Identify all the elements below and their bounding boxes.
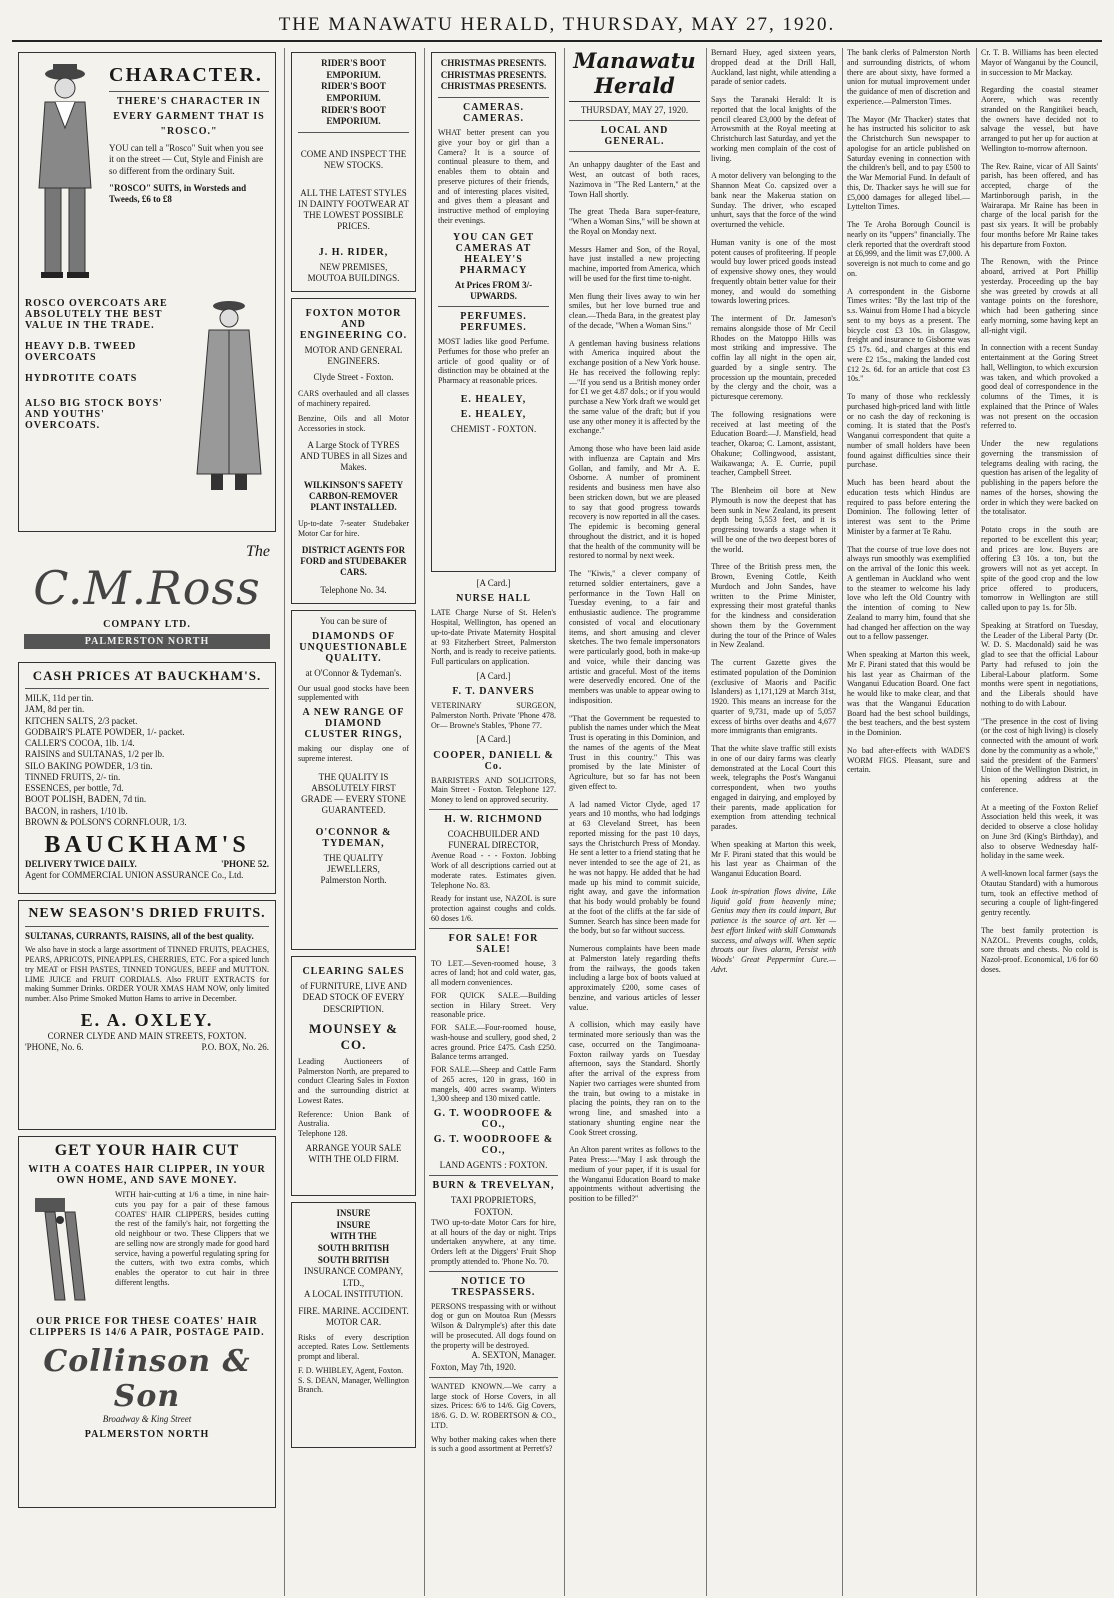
trespass-body: PERSONS trespassing with or without dog or gun on Moutoa Run (Messrs Wilson & Dalrymple's) after this date will be prosecuted. All dogs found on the property will be destroyed. bbox=[431, 1301, 556, 1350]
trespass-date: Foxton, May 7th, 1920. bbox=[431, 1361, 517, 1372]
richmond-ad bbox=[431, 814, 556, 924]
mounsey-body: of FURNITURE, LIVE AND DEAD STOCK OF EVERY DESCRIPTION. bbox=[300, 981, 407, 1014]
foxtonmotor-benzine: Benzine, Oils and all Motor Accessories in stock. bbox=[298, 414, 409, 433]
insurance-line: INSURANCE COMPANY, LTD., bbox=[303, 1266, 404, 1288]
rosco-suits: "ROSCO" SUITS, in Worsteds and Tweeds, £6 to £8 bbox=[109, 182, 247, 204]
rider-buildings: MOUTOA BUILDINGS. bbox=[307, 272, 400, 283]
richmond-title: H. W. RICHMOND bbox=[444, 813, 543, 825]
bauckham-phone: 'PHONE 52. bbox=[220, 859, 269, 869]
bauckham-ad bbox=[18, 662, 276, 894]
presents-line: CHRISTMAS PRESENTS. bbox=[440, 81, 547, 92]
news-paragraph: Bernard Huey, aged sixteen years, dropped dead at the Drill Hall, Auckland, last night, while attending a parade of senior cadets. bbox=[711, 48, 836, 87]
wanted-known: WANTED KNOWN.—We carry a large stock of Horse Covers, in all sizes. Prices: 6/6 to 14/6. Gig Covers, 18/6. G. D. W. ROBERTSON & CO., LTD. bbox=[431, 1381, 556, 1430]
card-label: [A Card.] bbox=[476, 578, 511, 588]
cameras-prices: At Prices FROM 3/- UPWARDS. bbox=[454, 279, 533, 301]
mcross-the: The bbox=[246, 543, 270, 560]
mounsey-firm: ARRANGE YOUR SALE WITH THE OLD FIRM. bbox=[305, 1142, 402, 1164]
news-paragraph: That the course of true love does not always run smoothly was exemplified on the arrival of the Ionic this week. A gentleman in Auckland who went to the steamer to welcome his lady love who left the Old Country with the intention of coming to New Zealand to marry him, found that she had changed her affection on the way out to a fellow passenger. bbox=[847, 544, 970, 642]
burn-sub: TAXI PROPRIETORS, FOXTON. bbox=[450, 1195, 537, 1217]
card-label: [A Card.] bbox=[476, 734, 511, 745]
burn-trevelyan-ad bbox=[431, 1180, 556, 1266]
foxtonmotor-cars: CARS overhauled and all classes of machinery repaired. bbox=[298, 388, 409, 408]
news-paragraph: The current Gazette gives the estimated population of the Dominion (exclusive of Maoris and Pacific Islanders) as 1,171,129 at March 31st, 1920. This means an increase for the quarter of 9,731, made up of 5,057 excess of births over deaths and 4,677 more immigrants than emigrants. bbox=[711, 658, 836, 736]
news-paragraph: The bank clerks of Palmerston North and surrounding districts, of whom there are about sixty, have formed a union for mutual improvement under the guidance of men of discretion and experience.—Palmerston Times. bbox=[847, 48, 970, 106]
column-7 bbox=[976, 48, 1102, 1596]
forsale-agent: G. T. WOODROOFE & CO., bbox=[433, 1108, 554, 1130]
richmond-body: Avenue Road - - - Foxton. Jobbing Work of all descriptions carried out at moderate rates. Estimates given. Telephone No. 83. bbox=[431, 851, 556, 890]
news-paragraph: That the white slave traffic still exists in one of our dairy farms was clearly demonstrated at the Local Court this week, telegraphs the Post's Wanganui correspondent, when two youths engaged in dairying, and employed by their parents, made application for exemption from attending technical parades. bbox=[711, 744, 836, 831]
healey-pharmacy-ad bbox=[431, 52, 556, 572]
cameras-get: YOU CAN GET CAMERAS AT HEALEY'S PHARMACY bbox=[452, 231, 534, 276]
page-masthead: THE MANAWATU HERALD, THURSDAY, MAY 27, 1920. bbox=[12, 14, 1102, 42]
news-paragraph: When speaking at Marton this week, Mr F. Pirani stated that this would be his last year as Chairman of the Wanganui Education Board. bbox=[711, 839, 836, 878]
rider-premises: NEW PREMISES, bbox=[319, 261, 388, 272]
oxley-ad bbox=[18, 900, 276, 1130]
bauckham-name: BAUCKHAM'S bbox=[44, 832, 250, 858]
collinson-ad bbox=[18, 1136, 276, 1508]
news-paragraph: Numerous complaints have been made at Palmerston lately regarding thefts from the railways, the goods taken including a large box of boots valued at approximately £200, some cases of benzine, and various articles of lesser value. bbox=[569, 944, 700, 1012]
rosco-ad bbox=[18, 52, 276, 532]
bauckham-item: MILK, 11d per tin. bbox=[25, 693, 94, 703]
news-paragraph: The Rev. Raine, vicar of All Saints' parish, has been offered, and has accepted, charge of the Martinborough parish, in the Wairarapa. Mr Raine has been in charge of the local parish for the past six years. It will be probably four months before Mr Raine takes his departure from Foxton. bbox=[981, 161, 1098, 249]
bauckham-item: BACON, in rashers, 1/10 lb. bbox=[25, 805, 128, 816]
bauckham-delivery: DELIVERY TWICE DAILY. bbox=[25, 859, 137, 869]
mounsey-phone: Telephone 128. bbox=[298, 1129, 348, 1138]
news-paragraph: Much has been heard about the education tests which Hindus are required to pass before entering the Dominion. The following letter of interest was sent to the Prime Minister by a farmer at Te Rahu. bbox=[847, 478, 970, 536]
column-4 bbox=[564, 48, 704, 1596]
bauckham-item: JAM, 8d per tin. bbox=[25, 704, 85, 715]
collinson-logo: Collinson & Son bbox=[43, 1344, 251, 1414]
man-in-overcoat-illustration bbox=[189, 294, 269, 494]
news-paragraph: An Alton parent writes as follows to the Patea Press:—"May I ask through the medium of your paper, if it is usual for the Wanganui Education Board to make appointments without advertising the position to be filled?" bbox=[569, 1145, 700, 1203]
news-paragraph: A motor delivery van belonging to the Shannon Meat Co. capsized over a bank near the Makerua station on Sunday. The driver, who escaped unhurt, says that the force of the wind overturned the vehicle. bbox=[711, 171, 836, 229]
news-paragraph: Among those who have been laid aside with influenza are Captain and Mrs Gollan, and family, and Mr A. E. Osborne. A number of prominent residents and business men have also been stricken down, but we are pleased to say that good progress towards recovery is now reported in all the cases. The epidemic is becoming general throughout the district, and it is hoped that the health of the community will be restored to normal by next week. bbox=[569, 444, 700, 561]
bauckham-item: TINNED FRUITS, 2/- tin. bbox=[25, 771, 121, 782]
card-body: VETERINARY SURGEON, Palmerston North. Private 'Phone 478. Or— Browne's Stables, 'Phone 77. bbox=[431, 701, 556, 730]
presents-line: CHRISTMAS PRESENTS. bbox=[440, 69, 547, 80]
news-paragraph: The Renown, with the Prince aboard, arrived at Port Phillip yesterday. Proceeding up the bay she was greeted by crowds at all vantage points on the foreshore, which had been gathering since early morning, some having kept an all-night vigil. bbox=[981, 257, 1098, 335]
card-danvers bbox=[431, 671, 556, 731]
bauckham-item: BROWN & POLSON'S CORNFLOUR, 1/3. bbox=[25, 816, 187, 827]
oconnor-tydeman-ad bbox=[291, 610, 416, 950]
south-british-ad bbox=[291, 1202, 416, 1448]
section-heading: LOCAL AND GENERAL. bbox=[600, 125, 669, 148]
mounsey-ad bbox=[291, 956, 416, 1196]
bauckham-item: KITCHEN SALTS, 2/3 packet. bbox=[25, 715, 138, 726]
news-paragraph: At a meeting of the Foxton Relief Association held this week, it was decided to observe a close holiday on June 3rd (King's Birthday), and also to observe Wednesday half-holiday in the same week. bbox=[981, 802, 1098, 861]
perfumes-title: PERFUMES. PERFUMES. bbox=[460, 311, 527, 334]
otydeman-body1: Our usual good stocks have been supplemented with bbox=[298, 683, 409, 703]
rosco-line-1: THERE'S CHARACTER IN bbox=[117, 96, 261, 107]
news-paragraph: "The presence in the cost of living (or the cost of high living) is closely connected with the amount of work done by the community as a whole," said the president of the Farmers' Union of the Wellington District, in his opening address at the conference. bbox=[981, 716, 1098, 794]
collinson-title: GET YOUR HAIR CUT bbox=[54, 1142, 240, 1159]
oxley-title: NEW SEASON'S DRIED FRUITS. bbox=[28, 906, 266, 921]
cameras-title: CAMERAS. CAMERAS. bbox=[462, 102, 525, 125]
rosco-body: YOU can tell a "Rosco" Suit when you see it on the street — Cut, Style and Finish are so different from the ordinary Suit. bbox=[109, 143, 264, 176]
foxton-motor-ad bbox=[291, 298, 416, 604]
insurance-manager: S. S. DEAN, Manager, Wellington Branch. bbox=[298, 1375, 409, 1395]
woodroofe-for-sale-ad bbox=[431, 933, 556, 1172]
card-nurse-hall bbox=[431, 578, 556, 667]
rosco-line-3: "ROSCO." bbox=[160, 126, 218, 137]
bauckham-agent: Agent for COMMERCIAL UNION ASSURANCE Co., Ltd. bbox=[25, 870, 244, 881]
hair-clipper-illustration bbox=[25, 1190, 109, 1310]
otydeman-at: at O'Connor & Tydeman's. bbox=[305, 668, 402, 679]
rider-inspect: COME AND INSPECT THE NEW STOCKS. bbox=[300, 149, 407, 171]
healey-chemist: CHEMIST - FOXTON. bbox=[450, 423, 537, 434]
news-paragraph: Men flung their lives away to win her smiles, but her love burned true and clean.—Theda Bara, in the greatest play of the decade, "When a Woman Sins." bbox=[569, 291, 700, 330]
oxley-fruits: SULTANAS, CURRANTS, RAISINS, all of the best quality. bbox=[25, 931, 254, 941]
foxtonmotor-sub: MOTOR AND GENERAL ENGINEERS. bbox=[304, 345, 403, 367]
card-title: COOPER, DANIELL & Co. bbox=[433, 749, 554, 772]
news-paragraph: Under the new regulations governing the transmission of telegrams dealing with racing, the question has arisen of the legality of publishing in the papers before the names of the horses, showing the order in which they were backed on the totalisator. bbox=[981, 439, 1098, 517]
news-paragraph: The "Kiwis," a clever company of returned soldier entertainers, gave a performance in the Town Hall on Tuesday evening, to a fair and enthusiastic audience. The programme consisted of vocal and elocutionary items, and short amusing and clever sketches. The two female impersonators were particularly good, both in make-up and voice, while their dancing was artistic and graceful. Most of the items were deservedly encored. One of the members was unable to appear owing to indisposition. bbox=[569, 569, 700, 705]
news-paragraph: Speaking at Stratford on Tuesday, the Leader of the Liberal Party (Dr. W. D. S. Macdonald) said he was glad to see that the official Labour Party had refused to join the Liberal-Labour platform. Some months were spent in negotiations, and the Liberals should have nothing to do with Labour. bbox=[981, 620, 1098, 708]
burn-title: BURN & TREVELYAN, bbox=[432, 1180, 555, 1192]
mounsey-desc: Leading Auctioneers of Palmerston North, are prepared to conduct Clearing Sales in Foxton and the surrounding district at Lowest Rates. bbox=[298, 1056, 409, 1105]
forsale-item: TO LET.—Seven-roomed house, 3 acres of land; hot and cold water, gas, all modern conveniences. bbox=[431, 958, 556, 987]
rosco-hydrotite: HYDROTITE COATS bbox=[25, 373, 138, 384]
otydeman-name: O'CONNOR & TYDEMAN, bbox=[315, 826, 392, 849]
foxtonmotor-tyres: A Large Stock of TYRES AND TUBES in all Sizes and Makes. bbox=[299, 439, 408, 473]
news-paragraph: A lad named Victor Clyde, aged 17 years and 10 months, who had lodgings at 63 Cleveland Street, has been reported missing for the past 10 days, says the Christchurch Press of Monday. He sent a letter to a friend stating that he never intended to see the age of 21, as he was not happy. He added that he had made up his mind to commit suicide, right away, and gave the information that his body would probably be found at the foot of the cliffs at the far side of Sumner. Search has since been made for the body, but so far without success. bbox=[569, 799, 700, 936]
oxley-name: E. A. OXLEY. bbox=[80, 1009, 214, 1030]
foxtonmotor-agents: DISTRICT AGENTS FOR FORD and STUDEBAKER CARS. bbox=[300, 544, 407, 578]
insurance-line: SOUTH BRITISH bbox=[317, 1243, 390, 1254]
news-paragraph: Regarding the coastal steamer Aorere, which was recently stranded on the Rangitikei beach, the owners have decided not to salvage the vessel, but have arranged to put her up for auction at Wellington to-morrow afternoon. bbox=[981, 85, 1098, 153]
richmond-sub: COACHBUILDER AND FUNERAL DIRECTOR, bbox=[447, 828, 540, 850]
mounsey-ref: Reference: Union Bank of Australia. bbox=[298, 1109, 409, 1129]
forsale-agent-2: G. T. WOODROOFE & CO., bbox=[433, 1134, 554, 1156]
rider-ad bbox=[291, 52, 416, 292]
trespass-notice bbox=[431, 1276, 556, 1373]
insurance-line: INSURE bbox=[336, 1208, 371, 1218]
news-paragraph: The Blenheim oil bore at New Plymouth is now the deepest that has been sunk in New Zealand, its present depth being 5,553 feet, and it is progressing towards a stage when it will be one of the two deepest bores of the world. bbox=[711, 486, 836, 554]
otydeman-diamonds: DIAMONDS OF UNQUESTIONABLE QUALITY. bbox=[299, 631, 408, 665]
rider-styles: ALL THE LATEST STYLES IN DAINTY FOOTWEAR AT THE LOWEST POSSIBLE PRICES. bbox=[298, 187, 409, 232]
otydeman-quality: THE QUALITY IS ABSOLUTELY FIRST GRADE — EVERY STONE GUARANTEED. bbox=[301, 771, 406, 816]
collinson-price: OUR PRICE FOR THESE COATES' HAIR CLIPPERS IS 14/6 A PAIR, POSTAGE PAID. bbox=[29, 1316, 265, 1338]
insurance-agent: F. D. WHIBLEY, Agent, Foxton. bbox=[298, 1365, 404, 1375]
rosco-stock: ALSO BIG STOCK BOYS' AND YOUTHS' OVERCOATS. bbox=[25, 398, 163, 431]
newspaper-date: THURSDAY, MAY 27, 1920. bbox=[580, 105, 689, 115]
healey-name-2: E. HEALEY, bbox=[460, 408, 527, 420]
foxtonmotor-studebaker: Up-to-date 7-seater Studebaker Motor Car for hire. bbox=[298, 519, 409, 538]
oxley-phone: 'PHONE, No. 6. bbox=[25, 1042, 84, 1052]
collinson-sub: WITH A COATES HAIR CLIPPER, IN YOUR OWN HOME, AND SAVE MONEY. bbox=[28, 1164, 266, 1186]
richmond-nazol: Ready for instant use, NAZOL is sure protection against coughs and colds. 60 doses 1/6. bbox=[431, 894, 556, 923]
insurance-body: Risks of every description accepted. Rates Low. Settlements prompt and liberal. bbox=[298, 1332, 409, 1362]
cameras-body: WHAT better present can you give your boy or girl than a Camera? It is a source of continual pleasure to them, and enables them to obtain and preserve pictures of their friends, and of interesting places visited, and gives them a pleasant and instructive method of employing their evenings. bbox=[438, 128, 549, 225]
column-1 bbox=[12, 48, 282, 1596]
column-5 bbox=[706, 48, 840, 1596]
mounsey-name: MOUNSEY & CO. bbox=[308, 1020, 399, 1052]
insurance-line: SOUTH BRITISH bbox=[317, 1254, 390, 1265]
bauckham-item: ESSENCES, per bottle, 7d. bbox=[25, 783, 124, 793]
man-in-suit-illustration bbox=[25, 58, 103, 288]
foxtonmotor-street: Clyde Street - Foxton. bbox=[313, 371, 394, 382]
news-paragraph: The following resignations were received at last meeting of the Education Board:—J. Mansfield, head teacher, Okaroa; C. Lamont, assistant, Ohakune; Collingwood, assistant, Waikawanga; A. E. Currie, pupil teacher, Campbell Street. bbox=[711, 409, 836, 478]
news-paragraph: A gentleman having business relations with America inquired about the exchange position of a New York house. He has received the following reply:—"If you send us a British money order for £1 we get 4.87 dols.; or if you would purchase a New York draft we would get the same value of the draft; but if you use any other money it is affected by the exchange." bbox=[569, 338, 700, 436]
card-title: NURSE HALL bbox=[456, 593, 531, 605]
news-paragraph: To many of those who recklessly purchased high-priced land with little or no cash the day of reckoning is coming. It is stated that the Post's Wanganui correspondent that quite a number of small holders have been found against difficulties since their purchase. bbox=[847, 392, 970, 470]
news-paragraph: A collision, which may easily have terminated more seriously than was the case, occurred on the Tangimoana-Foxton railway yards on Tuesday afternoon, says the Standard. Shortly after the arrival of the express from Napier two carriages were shunted from the train, but owing to a mistake in placing the points, they ran on to the wrong line, and smashed into a stationary shunting engine near the Cook Street crossing. bbox=[569, 1020, 700, 1137]
card-cooper-daniell bbox=[431, 734, 556, 805]
foxtonmotor-wilkinson: WILKINSON'S SAFETY CARBON-REMOVER PLANT INSTALLED. bbox=[303, 479, 404, 512]
bauckham-item: CALLER'S COCOA, 1lb. 1/4. bbox=[25, 738, 135, 748]
news-paragraph: The interment of Dr. Jameson's remains alongside those of Mr Cecil Rhodes on the Matoppo Hills was most striking and impressive. The coffin lay all night in the open air, guarded by a single sentry. The procession up the mountain, preceded by the clergy and the choir, was a picturesque ceremony. bbox=[711, 314, 836, 401]
otydeman-sub: THE QUALITY JEWELLERS, bbox=[323, 852, 384, 874]
trespass-sign: A. SEXTON, Manager. bbox=[471, 1350, 556, 1361]
page-columns bbox=[12, 48, 1102, 1596]
news-paragraph: No bad after-effects with WADE'S WORM FIGS. Pleasant, sure and certain. bbox=[847, 745, 970, 775]
wanted-nazol: Why bother making cakes when there is such a good assortment at Perrett's? bbox=[431, 1434, 556, 1454]
collinson-address: Broadway & King Street bbox=[102, 1414, 192, 1424]
collinson-body: WITH hair-cutting at 1/6 a time, in nine hair-cuts you pay for a pair of these famous COATES' HAIR CLIPPERS, besides cutting the rest of the family's hair, not forgetting the old neighbour or two. These Clippers that we are selling now are strongly made for good hard service, having a powerful regulating spring for the cutters, with two extra combs, which enables the operator to cut hair in three different lengths. bbox=[115, 1190, 269, 1287]
news-paragraph: The best family protection is NAZOL. Prevents coughs, colds, sore throats and chests. No cold is Nazol-proof. Economical, 1/6 for 60 doses. bbox=[981, 925, 1098, 974]
bauckham-title: CASH PRICES AT BAUCKHAM'S. bbox=[32, 668, 262, 683]
foxtonmotor-title: FOXTON MOTOR AND ENGINEERING CO. bbox=[299, 308, 408, 341]
news-paragraph: Messrs Hamer and Son, of the Royal, have just installed a new projecting machine, imported from America, which will be used for the first time to-night. bbox=[569, 244, 700, 283]
newspaper-title: Manawatu Herald bbox=[569, 48, 700, 102]
oxley-body: We also have in stock a large assortment of TINNED FRUITS, PEACHES, PEARS, APRICOTS, PINEAPPLES, CHERRIES, ETC. For a spiced lunch try MEAT or FISH PASTES, TINNED TONGUES, BEEF and MUTTON. LIME JUICE and FRUIT CORDIALS. Also FRUIT EXTRACTS for making Summer Drinks. ORDER YOUR XMAS HAM NOW, only limited number. Also Prime Smoked Mutton Hams to arrive in December. bbox=[25, 945, 269, 1003]
news-paragraph: Potato crops in the south are reported to be excellent this year; and prices are low. Buyers are offering £3 10s. a ton, but the growers will not as yet accept. In spite of the good crop and the low price offered to producers, tomorrow in Wellington are still called upon to pay 1s. for 5lb. bbox=[981, 525, 1098, 612]
forsale-head: FOR SALE! FOR SALE! bbox=[448, 932, 539, 955]
rider-line: RIDER'S BOOT EMPORIUM. bbox=[321, 58, 386, 80]
rider-name: J. H. RIDER, bbox=[318, 246, 389, 258]
insurance-classes: FIRE. MARINE. ACCIDENT. MOTOR CAR. bbox=[298, 1306, 409, 1328]
bauckham-item: RAISINS and SULTANAS, 1/2 per lb. bbox=[25, 749, 165, 760]
insurance-line: WITH THE bbox=[330, 1231, 377, 1242]
news-paragraph: A well-known local farmer (says the Otautau Standard) with a humorous turn, took an effective method of securing a couple of light-fingered gentry recently. bbox=[981, 869, 1098, 917]
news-paragraph: Human vanity is one of the most potent causes of profiteering. If people would buy lower priced goods instead of expensive showy ones, they would frequently obtain better value for their money, and would do something towards lowering prices. bbox=[711, 237, 836, 306]
forsale-item: FOR QUICK SALE.—Building section in Hilary Street. Very reasonable price. bbox=[431, 990, 556, 1020]
news-paragraph: "That the Government be requested to publish the names under which the Meat Trust is operating in this Dominion, and the names of the agents of the Meat Trust in this country." This was promised by the late Minister of Agriculture, but so far has not been given effect to. bbox=[569, 713, 700, 791]
rosco-line-2: EVERY GARMENT THAT IS bbox=[113, 111, 265, 122]
rosco-title: CHARACTER. bbox=[109, 64, 263, 86]
card-body: BARRISTERS AND SOLICITORS, Main Street - Foxton. Telephone 127. Money to lend on approved security. bbox=[431, 775, 556, 804]
news-paragraph: The Mayor (Mr Thacker) states that he has instructed his solicitor to ask the Christchurch Sun newspaper to apologise for an article published on Saturday evening in connection with the children's bell, and to pay £500 to the War Memorial Fund. In default of this, Dr. Thacker says he will sue for £5,000 damages for alleged libel.—Lyttelton Times. bbox=[847, 114, 970, 212]
column-6 bbox=[842, 48, 974, 1596]
mcross-company: COMPANY LTD. bbox=[103, 619, 191, 630]
mounsey-title: CLEARING SALES bbox=[302, 966, 405, 977]
collinson-town: PALMERSTON NORTH bbox=[84, 1429, 210, 1441]
news-paragraph: When speaking at Marton this week, Mr F. Pirani stated that this would be his last year as Chairman of the Wanganui Education Board. One fact he would like to make clear, and that was that the Wanganui Education Board had the best school buildings, the best teachers, and the best system in the Dominion. bbox=[847, 650, 970, 737]
otydeman-town: Palmerston North. bbox=[320, 875, 387, 885]
column-3 bbox=[424, 48, 562, 1596]
otydeman-intro: You can be sure of bbox=[319, 616, 388, 626]
card-body: LATE Charge Nurse of St. Helen's Hospital, Wellington, has opened an up-to-date Private Maternity Hospital at 93 Fitzherbert Street, Palmerston North, and is ready to receive patients. Full particulars on application. bbox=[431, 608, 556, 666]
rider-line: RIDER'S BOOT EMPORIUM. bbox=[321, 104, 386, 127]
healey-name-1: E. HEALEY, bbox=[460, 393, 527, 405]
news-paragraph: Three of the British press men, the Brown, Evening Cottle, Keith Murdoch and John Sandes, have written to the Prime Minister, expressing their most grateful thanks for the kindness and consideration shown them by the Government during the tour of the Prince of Wales in New Zealand. bbox=[711, 562, 836, 650]
forsale-land: LAND AGENTS : FOXTON. bbox=[439, 1160, 548, 1170]
trespass-title: NOTICE TO TRESPASSERS. bbox=[451, 1275, 536, 1298]
mcross-town: PALMERSTON NORTH bbox=[24, 634, 270, 649]
otydeman-body2: A NEW RANGE OF DIAMOND CLUSTER RINGS, bbox=[302, 707, 405, 740]
card-label: [A Card.] bbox=[476, 670, 511, 681]
bauckham-item: GODBAIR'S PLATE POWDER, 1/- packet. bbox=[25, 726, 185, 737]
forsale-item: FOR SALE.—Four-roomed house, wash-house and scullery, good shed, 2 acres ground. Price £475. Cash £250. Balance terms arranged. bbox=[431, 1023, 556, 1062]
foxtonmotor-phone: Telephone No. 34. bbox=[320, 584, 387, 595]
news-paragraph: Says the Taranaki Herald: It is reported that the local knights of the pencil cleared £3,000 by the defeat of Arrowsmith at the Royal meeting at Christchurch last Saturday, and yet the working men complain of the cost of living. bbox=[711, 95, 836, 163]
news-paragraph: The Te Aroha Borough Council is nearly on its "uppers" financially. The clerk reported that the overdraft stood at £6,999, and the limit was £7,000. A sovereign is not much to come and go on. bbox=[847, 220, 970, 278]
rosco-overcoats: ROSCO OVERCOATS ARE ABSOLUTELY THE BEST VALUE IN THE TRADE. bbox=[25, 298, 168, 331]
otydeman-body3: making our display one of supreme interest. bbox=[298, 744, 409, 763]
news-paragraph: Look in-spiration flows divine, Like liquid gold from heavenly mine; Genius may then its could impart, But patience is the source of art. Yet — best effort linked with skill Commands success, and always will. When septic throats our lives alarm, Persist with Woods' Great Peppermint Cure.—Advt. bbox=[711, 886, 836, 974]
bauckham-item: BOOT POLISH, BADEN, 7d tin. bbox=[25, 794, 147, 805]
insurance-line: INSURE bbox=[336, 1219, 371, 1230]
presents-line: CHRISTMAS PRESENTS. bbox=[440, 58, 547, 68]
news-paragraph: An unhappy daughter of the East and West, an outcast of both races, Nazimova in "The Red Lantern," at the Town Hall shortly. bbox=[569, 160, 700, 199]
rosco-heavy: HEAVY D.B. TWEED OVERCOATS bbox=[25, 341, 137, 363]
card-title: F. T. DANVERS bbox=[452, 686, 535, 697]
news-paragraph: The great Theda Bara super-feature, "When a Woman Sins," will be shown at the Royal on Monday next. bbox=[569, 207, 700, 236]
news-paragraph: In connection with a recent Sunday entertainment at the Goring Street hall, Wellington, to which excursion was taken, and which provoked a good deal of correspondence in the columns of the Times, it is explained that the Prince of Wales was not present on the occasion referred to. bbox=[981, 343, 1098, 431]
insurance-line: A LOCAL INSTITUTION. bbox=[304, 1288, 403, 1299]
mcross-logo: C.M.Ross bbox=[33, 561, 261, 615]
mcross-logo-ad bbox=[18, 538, 276, 656]
rider-line: RIDER'S BOOT EMPORIUM. bbox=[321, 81, 386, 104]
oxley-address: CORNER CLYDE AND MAIN STREETS, FOXTON. bbox=[47, 1030, 247, 1041]
burn-body: TWO up-to-date Motor Cars for hire, at all hours of the day or night. Trips undertaken anywhere, at any time. Orders left at the Diggers' Fruit Shop promptly attended to. 'Phone No. 70. bbox=[431, 1217, 556, 1266]
column-2 bbox=[284, 48, 422, 1596]
news-paragraph: A correspondent in the Gisborne Times writes: "By the last trip of the s.s. Wainui from Home I had a bicycle sent to my boys as a present. The bicycle cost £3 10s. in Glasgow, freight and insurance to Gisborne was £5 17s. 6d., and charges at this end were £2 15s., making the landed cost £12 2s. 6d. for an article that cost £3 10s." bbox=[847, 286, 970, 384]
bauckham-item: SILO BAKING POWDER, 1/3 tin. bbox=[25, 760, 153, 771]
oxley-box: P.O. BOX, No. 26. bbox=[201, 1042, 269, 1052]
forsale-item: FOR SALE.—Sheep and Cattle Farm of 265 acres, 120 in grass, 160 in mangels, 400 acres swamp. Winters 1,300 sheep and 130 mixed cattle. bbox=[431, 1065, 556, 1104]
perfumes-body: MOST ladies like good Perfume. Perfumes for those who prefer an article of good quality or of distinction may be obtained at the Pharmacy at reasonable prices. bbox=[438, 337, 549, 386]
news-paragraph: Cr. T. B. Williams has been elected Mayor of Wanganui by the Council, in succession to Mr Mackay. bbox=[981, 48, 1098, 77]
